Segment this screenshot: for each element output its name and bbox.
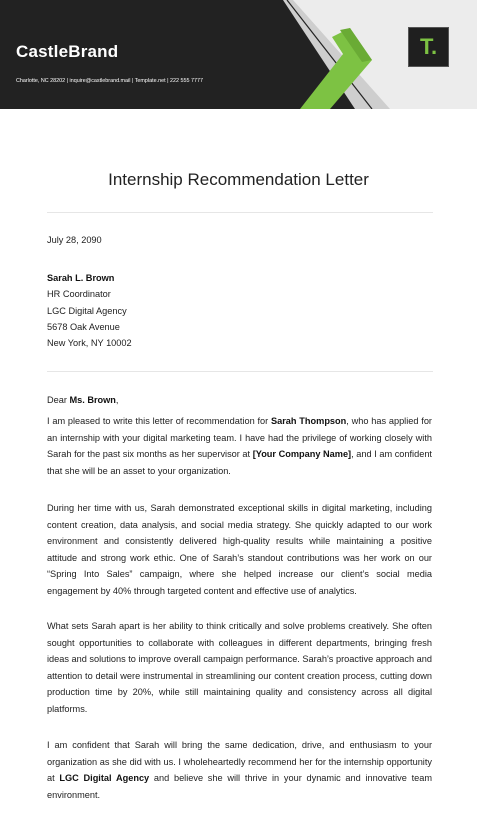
divider (47, 371, 433, 372)
recipient-street: 5678 Oak Avenue (47, 321, 120, 332)
recipient-company: LGC Digital Agency (47, 305, 127, 316)
p1-text-a: I am pleased to write this letter of recommendation for (47, 416, 271, 426)
salutation (47, 395, 118, 405)
p4-text-c: and believe she will thrive in your dynamic and innovative team environment. (47, 773, 433, 800)
divider (47, 212, 433, 213)
paragraph-2: During her time with us, Sarah demonstrated exceptional skills in digital marketing, including content creation, data analysis, and social media strategy. She quickly adapted to our work environment and consistently delivered high-quality results while maintaining a positive attitude and strong work ethic. One of Sarah’s standout contributions was her work on our “Spring Into Sales” campaign, where she helped increase our client’s social media engagement by 40% through targeted content and effective use of analytics. (47, 503, 432, 596)
recipient-block (47, 270, 132, 351)
recipient-name: Sarah L. Brown (47, 273, 115, 283)
p1-text-c: , who has applied for an internship with your digital marketing team. I have had the privilege of working closely with Sarah for the past six months as her supervisor at (47, 416, 432, 460)
brand-name: CastleBrand (16, 42, 119, 61)
salutation-name: Ms. Brown (69, 395, 116, 405)
p1-company-placeholder: [Your Company Name] (252, 449, 352, 460)
p1-text-e: , and I am confident that she will be an asset to your organization. (47, 449, 432, 476)
paragraph-4 (47, 737, 432, 803)
logo (408, 27, 449, 67)
contact-line: Charlotte, NC 28202 | inquire@castlebrand.mail | Template.net | 222 555 7777 (16, 78, 203, 84)
p1-candidate-name: Sarah Thompson (270, 416, 347, 426)
paragraph-3: What sets Sarah apart is her ability to think critically and solve problems creatively. She often sought opportunities to collaborate with colleagues in different departments, bringing fresh ideas and solutions to improve overall campaign performance. Sarah’s proactive approach and attention to detail were instrumental in streamlining our content creation process, cutting down production time by 20%, while still maintaining quality and consistency across all digital platforms. (47, 621, 432, 714)
recipient-position: HR Coordinator (47, 289, 111, 300)
p4-text-a: I am confident that Sarah will bring the same dedication, drive, and enthusiasm to your organization as she did with us. I wholeheartedly recommend her for the internship opportunity at (47, 740, 432, 784)
letter-date: July 28, 2090 (47, 235, 102, 245)
letterhead (0, 0, 477, 109)
letter-title: Internship Recommendation Letter (108, 170, 369, 189)
paragraph-1 (47, 413, 432, 479)
salutation-prefix: Dear (47, 395, 70, 405)
salutation-suffix: , (115, 395, 119, 405)
recipient-city: New York, NY 10002 (47, 338, 132, 349)
p4-agency-name: LGC Digital Agency (59, 773, 150, 784)
logo-letter: T. (419, 34, 438, 59)
